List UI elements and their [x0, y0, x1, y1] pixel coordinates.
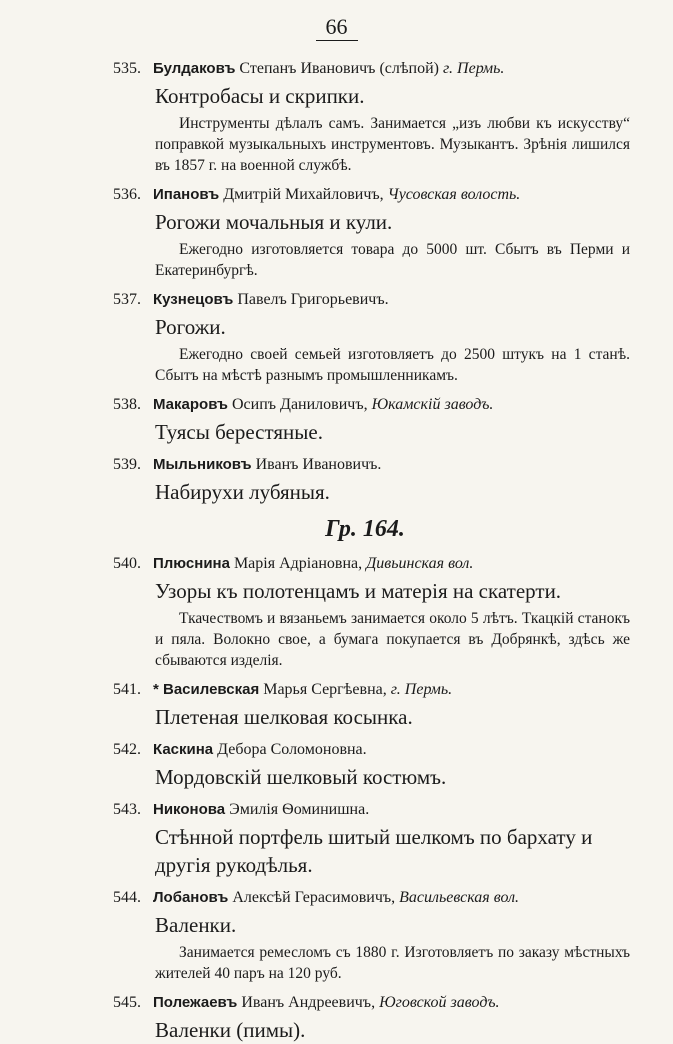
entry-name: Осипъ Даниловичъ, — [231, 396, 368, 413]
entry-description: Ежегодно изготовляется товара до 5000 шт. Сбытъ въ Перми и Екатеринбургѣ. — [155, 241, 630, 279]
entry — [113, 184, 633, 281]
entry-heading — [113, 553, 633, 575]
entry-surname: Булдаковъ — [153, 60, 236, 77]
entry-name: Иванъ Ивановичъ. — [255, 456, 382, 473]
entry — [113, 289, 633, 386]
entry-heading — [113, 992, 633, 1014]
entry-surname: Полежаевъ — [153, 994, 238, 1011]
entry-description: Ежегодно своей семьей изготовляетъ до 2500 штукъ на 1 станѣ. Сбытъ на мѣстѣ разнымъ промышленникамъ. — [155, 346, 630, 384]
entry-number: 544. — [113, 889, 141, 906]
entry-place: г. Пермь. — [443, 60, 505, 77]
entry-name: Марія Адріановна, — [233, 555, 363, 572]
entry-name: Иванъ Андреевичъ, — [241, 994, 376, 1011]
entry-surname: Плюснина — [153, 555, 230, 572]
entry-title: Контробасы и скрипки. — [155, 84, 365, 108]
entry — [113, 394, 633, 446]
entry-number: 535. — [113, 60, 141, 77]
entry-name: Степанъ Ивановичъ (слѣпой) — [239, 60, 439, 77]
entry-title: Валенки (пимы). — [155, 1018, 306, 1042]
entry-surname: Мыльниковъ — [153, 456, 252, 473]
entry-place: Чусовская волость. — [387, 186, 521, 203]
entry-surname: Ипановъ — [153, 186, 220, 203]
group-heading: Гр. 164. — [325, 516, 405, 542]
entry-number: 541. — [113, 681, 141, 698]
entry-heading — [113, 394, 633, 416]
entry-heading — [113, 289, 633, 311]
entry-number: 545. — [113, 994, 141, 1011]
entry — [113, 887, 633, 984]
entry-heading — [113, 887, 633, 909]
entry-surname: * Василевская — [153, 681, 260, 698]
entry-title: Рогожи мочальныя и кули. — [155, 210, 393, 234]
entry — [113, 739, 633, 791]
entry-number: 543. — [113, 801, 141, 818]
entry-place: Васильевская вол. — [399, 889, 520, 906]
entry — [113, 679, 633, 731]
entry — [113, 58, 633, 176]
entry-place: г. Пермь. — [390, 681, 453, 698]
entry-name: Марья Сергѣевна, — [263, 681, 387, 698]
entry-surname: Кузнецовъ — [153, 291, 234, 308]
entry-title: Стѣнной портфель шитый шелкомъ по бархату и другія рукодѣлья. — [155, 825, 593, 877]
entry-surname: Лобановъ — [153, 889, 229, 906]
entry-description: Занимается ремесломъ съ 1880 г. Изготовляетъ по заказу мѣстныхъ жителей 40 паръ на 120 руб. — [155, 944, 630, 982]
entry-surname: Макаровъ — [153, 396, 228, 413]
entry-name: Эмилія Ѳоминишна. — [229, 801, 370, 818]
entry-title: Узоры къ полотенцамъ и матерія на скатерти. — [155, 579, 562, 603]
entry-heading — [113, 799, 633, 821]
entry-name: Павелъ Григорьевичъ. — [237, 291, 389, 308]
entry-surname: Каскина — [153, 741, 214, 758]
entry-heading — [113, 58, 633, 80]
entry-title: Мордовскій шелковый костюмъ. — [155, 765, 447, 789]
entry-number: 536. — [113, 186, 141, 203]
entry-title: Набирухи лубяныя. — [155, 480, 330, 504]
entry-place: Юговской заводъ. — [379, 994, 500, 1011]
entry-heading — [113, 739, 633, 761]
entry-heading — [113, 184, 633, 206]
entry-title: Валенки. — [155, 913, 237, 937]
entry-place: Юкамскій заводъ. — [371, 396, 494, 413]
entry — [113, 799, 633, 879]
page-number: 66 — [0, 14, 673, 40]
entry-number: 540. — [113, 555, 141, 572]
entry — [113, 553, 633, 671]
entry-description: Ткачествомъ и вязаньемъ занимается около 5 лѣтъ. Ткацкій станокъ и пяла. Волокно свое, а бумага покупается въ Добрянкѣ, здѣсь же сбываются изделія. — [155, 610, 630, 669]
entry-heading — [113, 454, 633, 476]
entry-place: Дивьинская вол. — [366, 555, 474, 572]
entry-name: Дмитрій Михайловичъ, — [223, 186, 384, 203]
entry-name: Дебора Соломоновна. — [217, 741, 367, 758]
entries-list — [0, 58, 673, 1044]
entry-name: Алексѣй Герасимовичъ, — [232, 889, 396, 906]
entry-number: 542. — [113, 741, 141, 758]
entry-number: 537. — [113, 291, 141, 308]
entry-title: Туясы берестяные. — [155, 420, 323, 444]
entry-number: 539. — [113, 456, 141, 473]
entry-description: Инструменты дѣлалъ самъ. Занимается „изъ любви къ искусству“ поправкой музыкальныхъ инструментовъ. Музыкантъ. Зрѣнія лишился въ 1857 г. на военной службѣ. — [155, 115, 630, 174]
entry-number: 538. — [113, 396, 141, 413]
entry-heading — [113, 679, 633, 701]
entry — [113, 454, 633, 506]
entry-title: Рогожи. — [155, 315, 226, 339]
entry-title: Плетеная шелковая косынка. — [155, 705, 413, 729]
entry-surname: Никонова — [153, 801, 226, 818]
